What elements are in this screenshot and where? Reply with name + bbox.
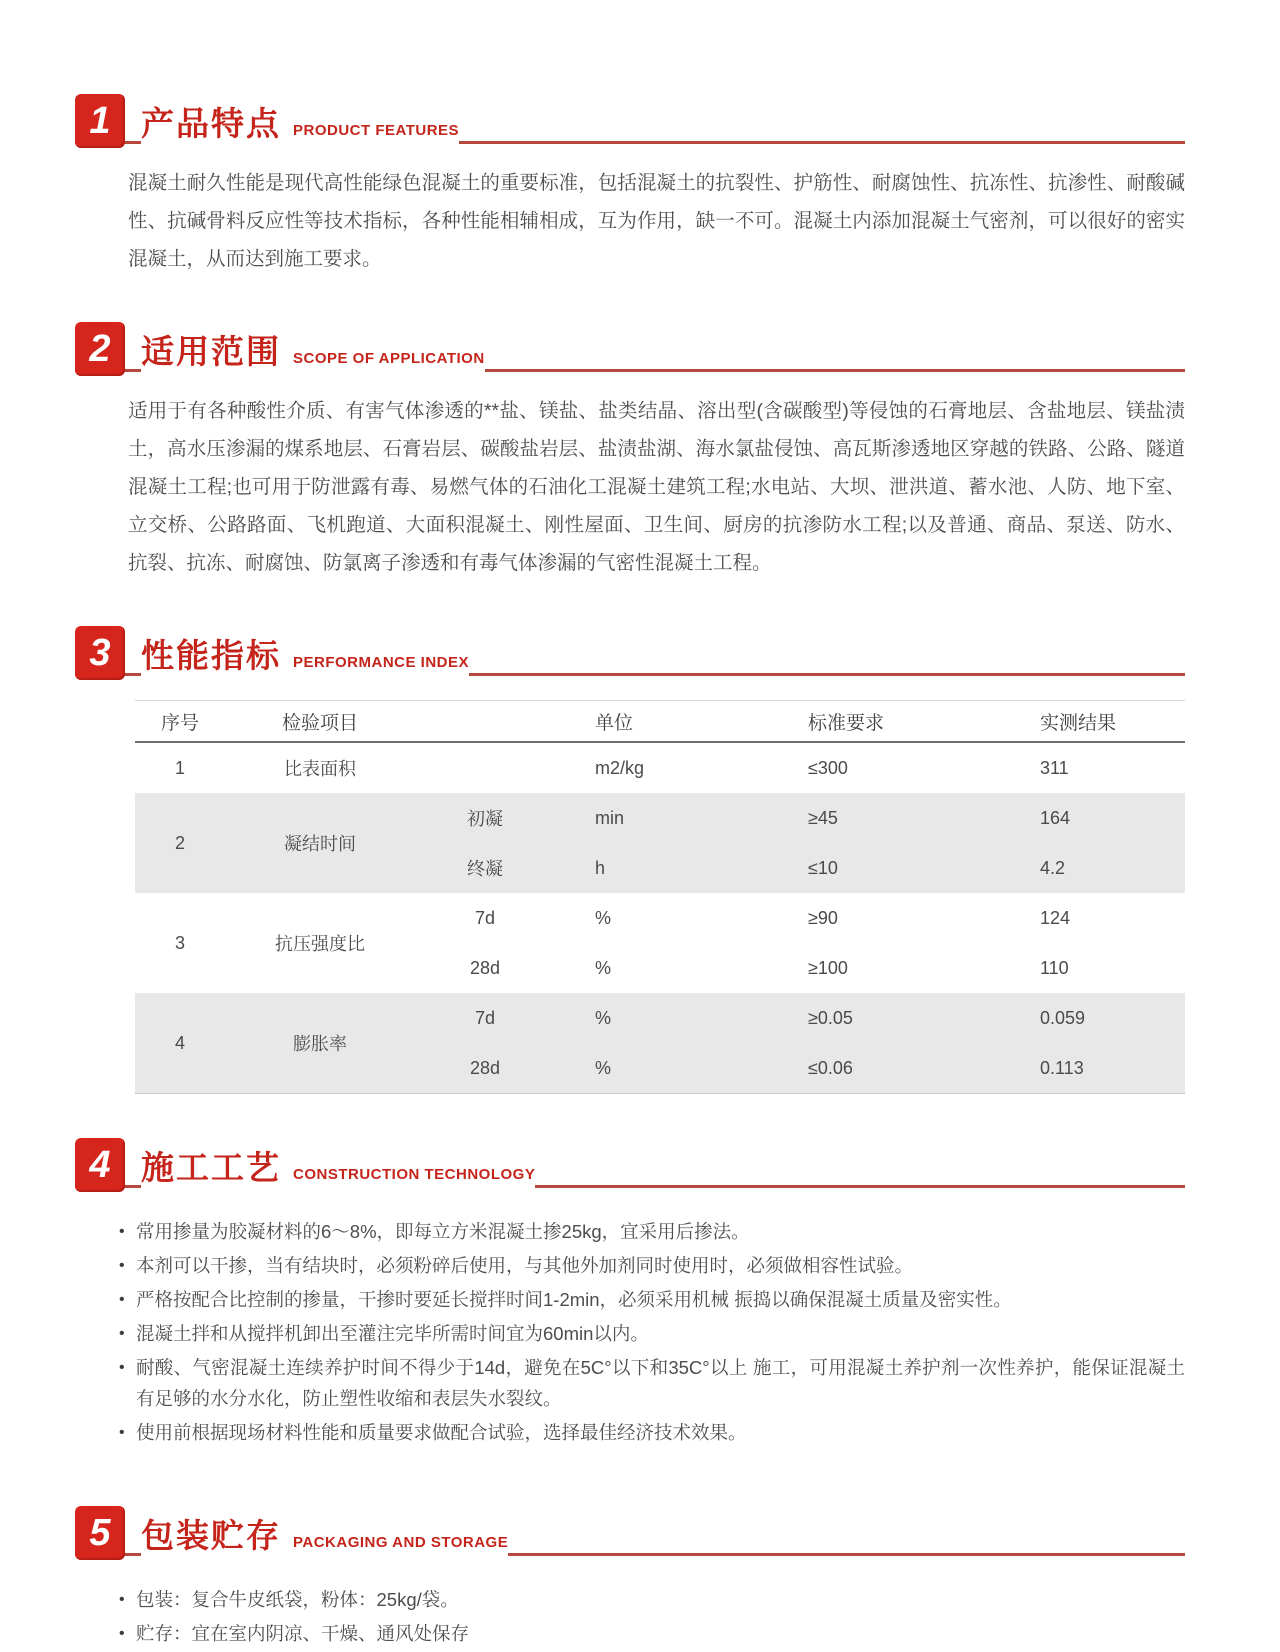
- bullet-item: • 耐酸、气密混凝土连续养护时间不得少于14d，避免在5C°以下和35C°以上 施工，可用混凝土养护剂一次性养护，能保证混凝土有足够的水分水化，防止塑性收缩和表层失水裂纹。: [118, 1352, 1185, 1414]
- section-titles: [141, 335, 485, 376]
- packaging-bullet-list: [118, 1584, 1185, 1649]
- cell-standard: ≥100: [808, 957, 848, 978]
- section-product-features: [0, 90, 1280, 278]
- section-subtitle: PERFORMANCE INDEX: [293, 654, 470, 671]
- table-row: [135, 993, 1185, 1093]
- section-number-badge: 3: [75, 626, 125, 680]
- cell-sub-item: 7d: [474, 907, 496, 928]
- performance-table: [135, 700, 1185, 1094]
- table-row: [135, 793, 1185, 893]
- section-subtitle: CONSTRUCTION TECHNOLOGY: [293, 1166, 536, 1183]
- bullet-item: • 本剂可以干掺，当有结块时，必须粉碎后使用，与其他外加剂同时使用时，必须做相容性试验。: [118, 1250, 1185, 1281]
- section-paragraph: 混凝土耐久性能是现代高性能绿色混凝土的重要标准，包括混凝土的抗裂性、护筋性、耐腐蚀性、抗冻性、抗渗性、耐酸碱性、抗碱骨料反应性等技术指标，各种性能相辅相成，互为作用，缺一不可。混凝土内添加混凝土气密剂，可以很好的密实混凝土，从而达到施工要求。: [128, 172, 1185, 270]
- cell-standard: ≤0.06: [808, 1057, 853, 1078]
- section-packaging-storage: [0, 1502, 1280, 1649]
- section-header: [75, 1134, 1185, 1192]
- section-scope-of-application: [0, 318, 1280, 582]
- bullet-item: • 严格按配合比控制的掺量，干掺时要延长搅拌时间1-2min，必须采用机械 振捣以确保混凝土质量及密实性。: [118, 1284, 1185, 1315]
- table-row: [135, 743, 1185, 793]
- section-header: [75, 622, 1185, 680]
- header-result: 实测结果: [1040, 712, 1117, 734]
- header-item: 检验项目: [281, 712, 358, 734]
- cell-unit: m2/kg: [595, 757, 645, 778]
- cell-standard: ≥0.05: [808, 1007, 853, 1028]
- cell-sub-item: 28d: [469, 957, 501, 978]
- cell-sub-item: 初凝: [467, 809, 503, 829]
- table-sub-row: [415, 993, 1185, 1043]
- cell-result: 311: [1040, 757, 1069, 778]
- section-number-badge: 1: [75, 94, 125, 148]
- header-standard: 标准要求: [808, 712, 885, 734]
- table-sub-row: [415, 793, 1185, 843]
- bullet-item: • 常用掺量为胶凝材料的6～8%，即每立方米混凝土掺25kg，宜采用后掺法。: [118, 1216, 1185, 1247]
- section-number-badge: 2: [75, 322, 125, 376]
- section-title: 适用范围: [141, 333, 281, 370]
- table-sub-row: [415, 943, 1185, 993]
- table-sub-row: [415, 743, 1185, 793]
- cell-sub-item: 28d: [469, 1057, 501, 1078]
- cell-result: 0.059: [1040, 1007, 1086, 1028]
- section-titles: [141, 107, 459, 148]
- section-titles: [141, 639, 469, 680]
- sub-rows: [415, 793, 1185, 893]
- cell-result: 110: [1040, 957, 1069, 978]
- table-sub-row: [415, 1043, 1185, 1093]
- table-sub-row: [415, 843, 1185, 893]
- section-title: 产品特点: [141, 105, 281, 142]
- cell-standard: ≥45: [808, 807, 838, 828]
- cell-standard: ≥90: [808, 907, 838, 928]
- section-titles: [141, 1151, 535, 1192]
- cell-seq: 4: [174, 1032, 185, 1053]
- table-header-row: [135, 701, 1185, 743]
- cell-seq: 3: [174, 932, 185, 953]
- cell-unit: min: [595, 807, 625, 828]
- section-title: 施工工艺: [141, 1149, 281, 1186]
- cell-standard: ≤300: [808, 757, 848, 778]
- section-paragraph: 适用于有各种酸性介质、有害气体渗透的**盐、镁盐、盐类结晶、溶出型(含碳酸型)等侵蚀的石膏地层、含盐地层、镁盐渍土，高水压渗漏的煤系地层、石膏岩层、碳酸盐岩层、盐渍盐湖、海水氯盐侵蚀、高瓦斯渗透地区穿越的铁路、公路、隧道混凝土工程;也可用于防泄露有毒、易燃气体的石油化工混凝土建筑工程;水电站、大坝、泄洪道、蓄水池、人防、地下室、立交桥、公路路面、飞机跑道、大面积混凝土、刚性屋面、卫生间、厨房的抗渗防水工程;以及普通、商品、泵送、防水、抗裂、抗冻、耐腐蚀、防氯离子渗透和有毒气体渗漏的气密性混凝土工程。: [128, 400, 1185, 574]
- section-subtitle: SCOPE OF APPLICATION: [293, 350, 485, 367]
- table-row: [135, 893, 1185, 993]
- cell-unit: %: [595, 1057, 612, 1078]
- section-subtitle: PRODUCT FEATURES: [293, 122, 460, 139]
- cell-item: 抗压强度比: [275, 934, 365, 954]
- cell-unit: h: [595, 857, 606, 878]
- section-performance-index: [0, 622, 1280, 1094]
- cell-item: 比表面积: [284, 759, 356, 779]
- cell-unit: %: [595, 1007, 612, 1028]
- cell-item: 凝结时间: [284, 834, 356, 854]
- table-sub-row: [415, 893, 1185, 943]
- sub-rows: [415, 993, 1185, 1093]
- bullet-item: • 贮存：宜在室内阴凉、干燥、通风处保存: [118, 1618, 1185, 1649]
- cell-unit: %: [595, 957, 612, 978]
- cell-result: 0.113: [1040, 1057, 1084, 1078]
- cell-seq: 1: [174, 757, 185, 778]
- cell-sub-item: 终凝: [467, 859, 503, 879]
- cell-result: 4.2: [1040, 857, 1066, 878]
- section-number-badge: 4: [75, 1138, 125, 1192]
- section-header: [75, 318, 1185, 376]
- section-title: 包装贮存: [141, 1517, 281, 1554]
- section-titles: [141, 1519, 508, 1560]
- cell-item: 膨胀率: [293, 1034, 347, 1054]
- table-body: [135, 743, 1185, 1093]
- cell-seq: 2: [174, 832, 185, 853]
- header-unit: 单位: [595, 712, 634, 734]
- bullet-item: • 包装：复合牛皮纸袋，粉体：25kg/袋。: [118, 1584, 1185, 1615]
- cell-unit: %: [595, 907, 612, 928]
- section-subtitle: PACKAGING AND STORAGE: [293, 1534, 509, 1551]
- cell-result: 124: [1040, 907, 1071, 928]
- bullet-item: • 混凝土拌和从搅拌机卸出至灌注完毕所需时间宜为60min以内。: [118, 1318, 1185, 1349]
- section-construction-technology: [0, 1134, 1280, 1448]
- construction-bullet-list: [118, 1216, 1185, 1448]
- cell-result: 164: [1040, 807, 1071, 828]
- section-header: [75, 90, 1185, 148]
- bullet-item: • 使用前根据现场材料性能和质量要求做配合试验，选择最佳经济技术效果。: [118, 1417, 1185, 1448]
- section-number-badge: 5: [75, 1506, 125, 1560]
- section-title: 性能指标: [141, 637, 281, 674]
- cell-standard: ≤10: [808, 857, 838, 878]
- sub-rows: [415, 743, 1185, 793]
- section-header: [75, 1502, 1185, 1560]
- cell-sub-item: 7d: [474, 1007, 496, 1028]
- sub-rows: [415, 893, 1185, 993]
- header-seq: 序号: [160, 712, 199, 734]
